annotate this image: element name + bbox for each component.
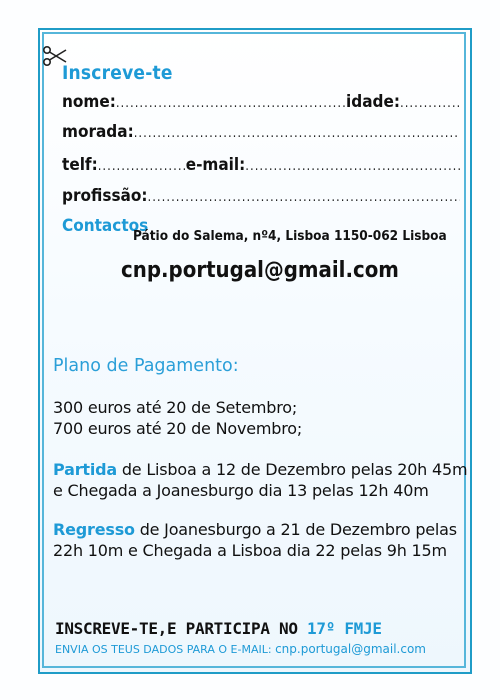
contact-address: Pátio do Salema, nº4, Lisboa 1150-062 Lisboa (133, 228, 447, 244)
departure-label: Partida (53, 460, 117, 479)
address-field[interactable] (134, 126, 460, 141)
name-field[interactable] (116, 96, 346, 111)
profession-field[interactable] (148, 190, 461, 205)
address-label: morada: (62, 122, 134, 142)
name-age-row (62, 92, 460, 112)
phone-label: telf: (62, 155, 98, 175)
profession-label: profissão: (62, 186, 148, 206)
footer-call-to-action (55, 619, 382, 638)
contact-email[interactable]: cnp.portugal@gmail.com (121, 258, 399, 283)
payment-plan-title: Plano de Pagamento: (53, 356, 239, 376)
contacts-label: Contactos (62, 216, 149, 236)
return-details: de Joanesburgo a 21 de Dezembro pelas (134, 520, 457, 539)
age-field[interactable] (400, 96, 460, 111)
form-title: Inscreve-te (62, 62, 173, 84)
address-row (62, 122, 460, 142)
return-label: Regresso (53, 520, 135, 539)
profession-row (62, 186, 460, 206)
phone-email-row (62, 155, 460, 175)
email-field[interactable] (245, 159, 460, 174)
footer-edition: 17º FMJE (307, 619, 382, 638)
age-label: idade: (346, 92, 400, 112)
departure-line-2: e Chegada a Joanesburgo dia 13 pelas 12h 40m (53, 481, 429, 500)
name-label: nome: (62, 92, 116, 112)
payment-line-1: 300 euros até 20 de Setembro; (53, 398, 298, 417)
footer-sub-text: ENVIA OS TEUS DADOS PARA O E-MAIL: (55, 643, 276, 656)
footer-email[interactable]: cnp.portugal@gmail.com (275, 642, 426, 656)
return-line-2: 22h 10m e Chegada a Lisboa dia 22 pelas 9h 15m (53, 541, 447, 560)
email-label: e-mail: (185, 155, 246, 175)
payment-line-2: 700 euros até 20 de Novembro; (53, 419, 303, 438)
footer-instructions (55, 642, 426, 656)
departure-line-1 (53, 460, 467, 479)
footer-main-text: INSCREVE-TE,E PARTICIPA NO (55, 619, 307, 638)
phone-field[interactable] (98, 159, 186, 174)
return-line-1 (53, 520, 457, 539)
departure-details: de Lisboa a 12 de Dezembro pelas 20h 45m (116, 460, 468, 479)
